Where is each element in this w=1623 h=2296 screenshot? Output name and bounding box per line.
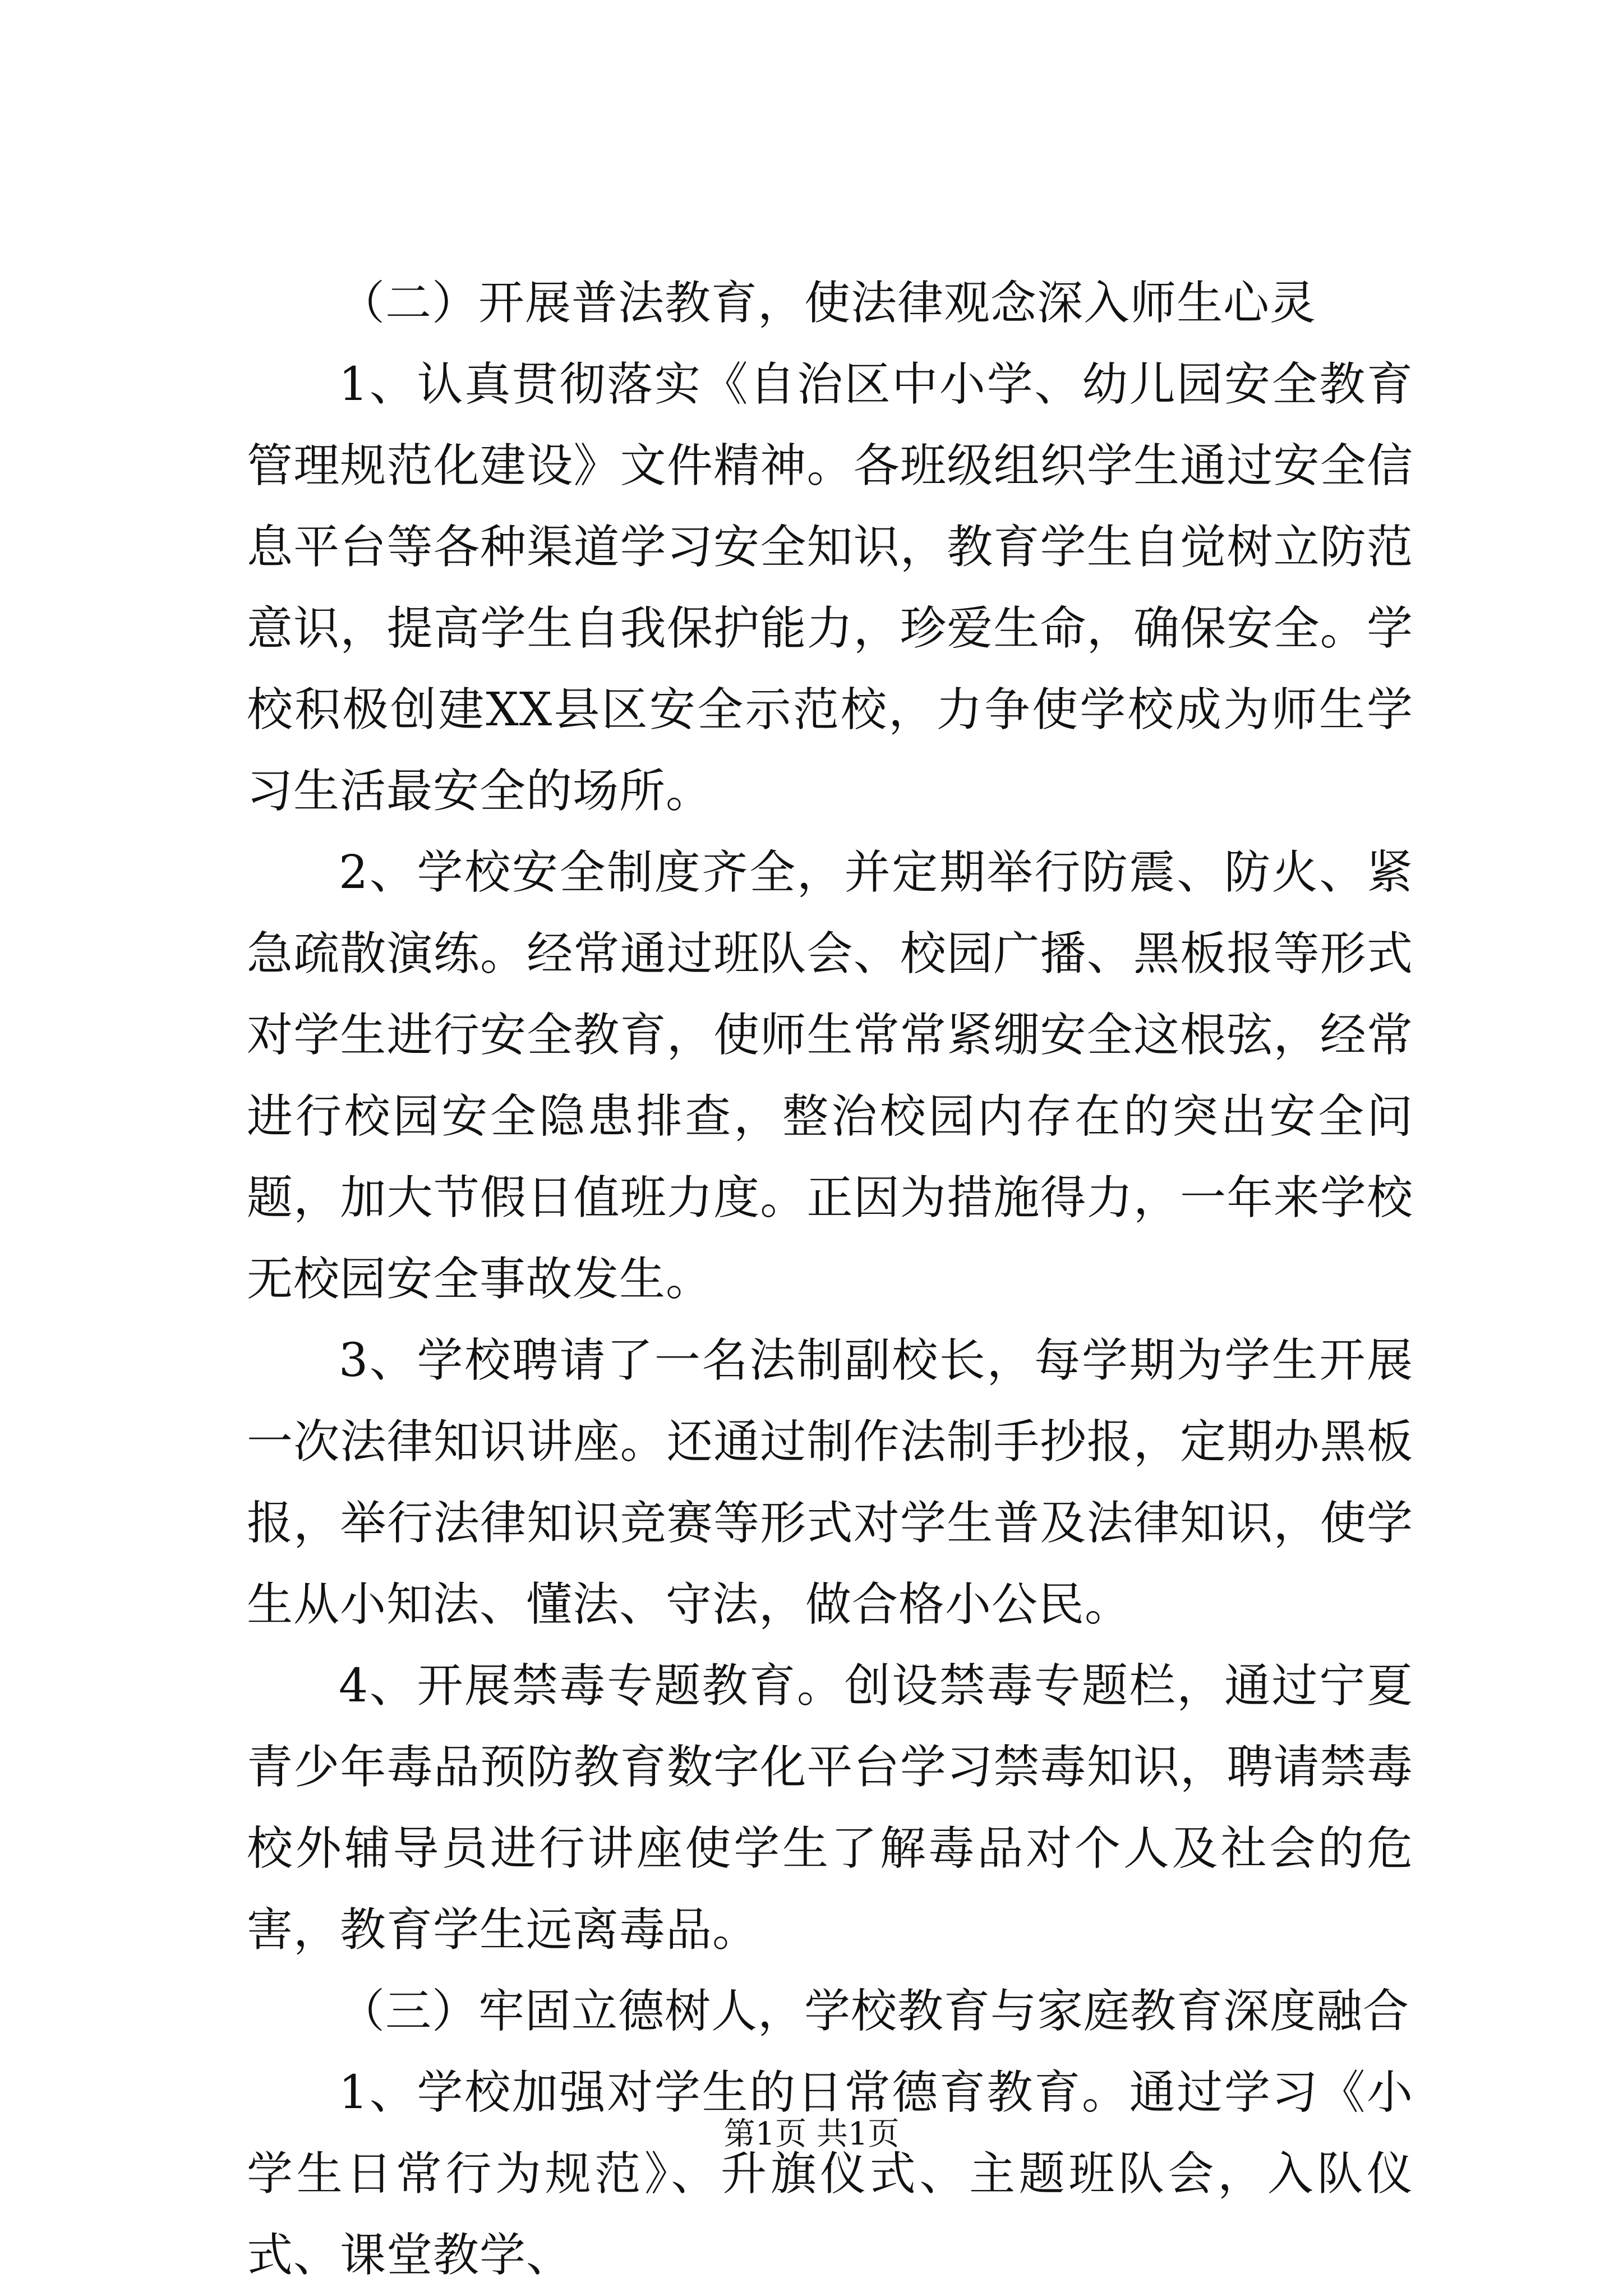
paragraph-1: 1、认真贯彻落实《自治区中小学、幼儿园安全教育管理规范化建设》文件精神。各班级组织学生通过安全信息平台等各种渠道学习安全知识，教育学生自觉树立防范意识，提高学生自我保护能力，珍爱生命，确保安全。学校积极创建XX县区安全示范校，力争使学校成为师生学习生活最安全的场所。 xyxy=(247,358,1413,818)
document-body xyxy=(247,263,1413,2296)
paragraph-5: 1、学校加强对学生的日常德育教育。通过学习《小学生日常行为规范》、升旗仪式、主题班队会，入队仪式、课堂教学、 xyxy=(247,2066,1413,2282)
section-heading-2: （二）开展普法教育，使法律观念深入师生心灵 xyxy=(339,277,1317,330)
paragraph-4: 4、开展禁毒专题教育。创设禁毒专题栏，通过宁夏青少年毒品预防教育数字化平台学习禁毒知识，聘请禁毒校外辅导员进行讲座使学生了解毒品对个人及社会的危害，教育学生远离毒品。 xyxy=(247,1659,1413,1957)
section-heading-3: （三）牢固立德树人，学校教育与家庭教育深度融合 xyxy=(339,1985,1410,2038)
paragraph-3: 3、学校聘请了一名法制副校长，每学期为学生开展一次法律知识讲座。还通过制作法制手抄报，定期办黑板报，举行法律知识竞赛等形式对学生普及法律知识，使学生从小知法、懂法、守法，做合格小公民。 xyxy=(247,1334,1413,1631)
page-footer: 第1页 共1页 xyxy=(723,2116,900,2152)
paragraph-2: 2、学校安全制度齐全，并定期举行防震、防火、紧急疏散演练。经常通过班队会、校园广播、黑板报等形式对学生进行安全教育，使师生常常紧绷安全这根弦，经常进行校园安全隐患排查，整治校园内存在的突出安全问题，加大节假日值班力度。正因为措施得力，一年来学校无校园安全事故发生。 xyxy=(247,846,1413,1306)
